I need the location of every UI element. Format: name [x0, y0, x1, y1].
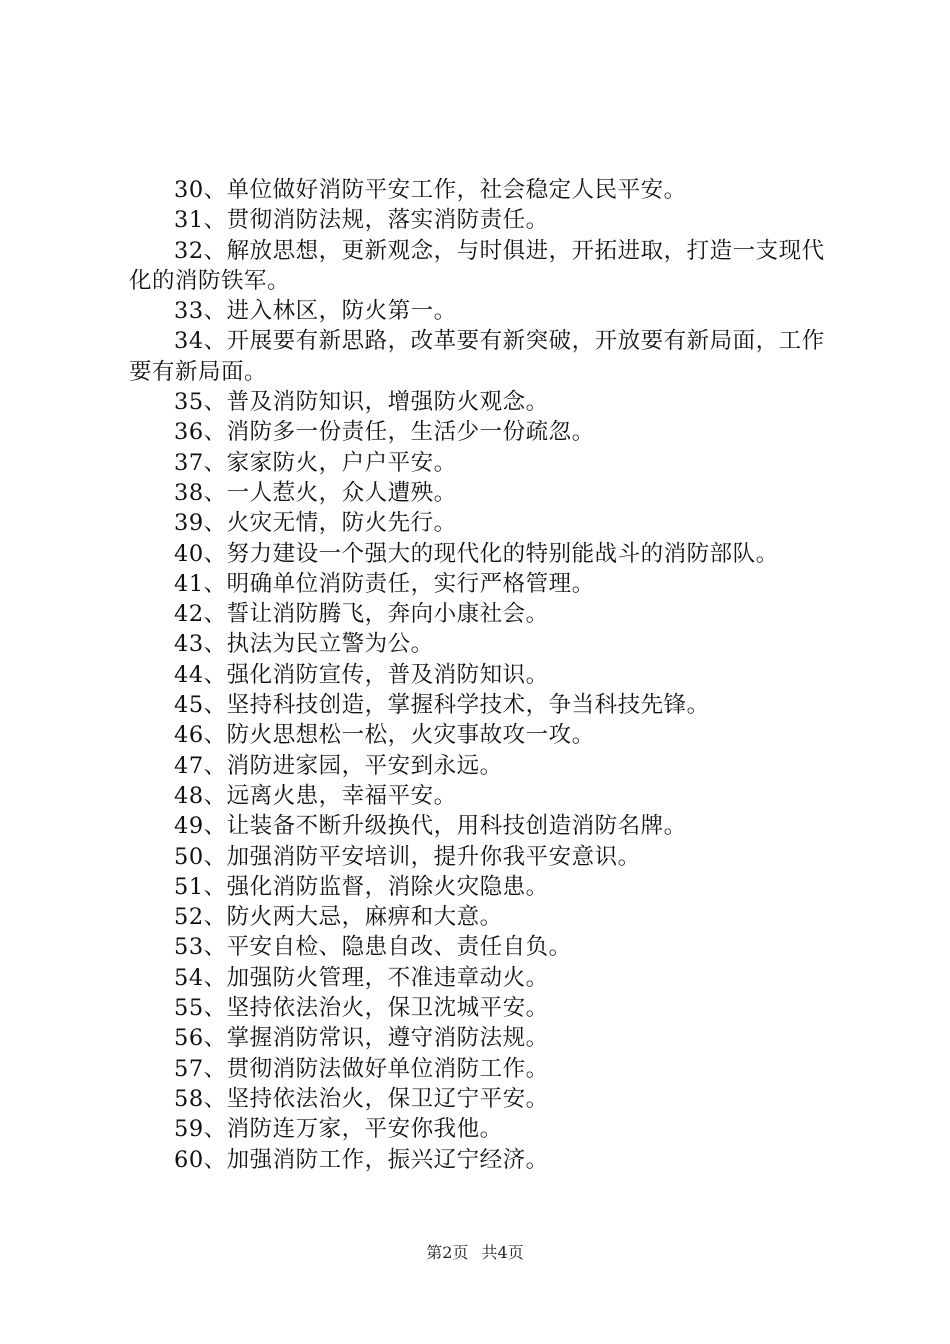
page-number: 第2页 [426, 1243, 469, 1262]
page-total: 共4页 [481, 1243, 524, 1262]
page-footer [0, 1242, 950, 1264]
list-item: 44、强化消防宣传，普及消防知识。 [174, 661, 549, 688]
list-item: 33、进入林区，防火第一。 [174, 298, 457, 325]
list-item: 40、努力建设一个强大的现代化的特别能战斗的消防部队。 [174, 540, 779, 567]
list-item: 43、执法为民立警为公。 [174, 631, 434, 658]
document-body [129, 175, 834, 1175]
list-item: 58、坚持依法治火，保卫辽宁平安。 [174, 1085, 549, 1112]
list-item: 42、誓让消防腾飞，奔向小康社会。 [174, 601, 549, 628]
list-item: 53、平安自检、隐患自改、责任自负。 [174, 934, 572, 961]
list-item: 37、家家防火，户户平安。 [174, 449, 457, 476]
list-item: 54、加强防火管理，不准违章动火。 [174, 964, 549, 991]
list-item: 47、消防进家园，平安到永远。 [174, 752, 503, 779]
list-item: 59、消防连万家，平安你我他。 [174, 1116, 503, 1143]
list-item: 45、坚持科技创造，掌握科学技术，争当科技先锋。 [174, 692, 710, 719]
list-item: 39、火灾无情，防火先行。 [174, 510, 457, 537]
list-item: 35、普及消防知识，增强防火观念。 [174, 389, 549, 416]
list-item: 52、防火两大忌，麻痹和大意。 [174, 904, 503, 931]
list-item: 32、解放思想，更新观念，与时俱进，开拓进取，打造一支现代化的消防铁军。 [129, 237, 825, 294]
list-item: 41、明确单位消防责任，实行严格管理。 [174, 570, 595, 597]
list-item: 34、开展要有新思路，改革要有新突破，开放要有新局面，工作要有新局面。 [129, 328, 825, 385]
list-item: 31、贯彻消防法规，落实消防责任。 [174, 207, 549, 234]
list-item: 55、坚持依法治火，保卫沈城平安。 [174, 995, 549, 1022]
list-item: 48、远离火患，幸福平安。 [174, 782, 457, 809]
list-item: 57、贯彻消防法做好单位消防工作。 [174, 1055, 549, 1082]
list-item: 56、掌握消防常识，遵守消防法规。 [174, 1025, 549, 1052]
list-item: 30、单位做好消防平安工作，社会稳定人民平安。 [174, 177, 687, 203]
list-item: 46、防火思想松一松，火灾事故攻一攻。 [174, 722, 595, 749]
list-item: 36、消防多一份责任，生活少一份疏忽。 [174, 419, 595, 446]
list-item: 38、一人惹火，众人遭殃。 [174, 479, 457, 506]
list-item: 51、强化消防监督，消除火灾隐患。 [174, 873, 549, 900]
list-item: 60、加强消防工作，振兴辽宁经济。 [174, 1146, 549, 1173]
list-item: 50、加强消防平安培训，提升你我平安意识。 [174, 843, 641, 870]
list-item: 49、让装备不断升级换代，用科技创造消防名牌。 [174, 813, 687, 840]
